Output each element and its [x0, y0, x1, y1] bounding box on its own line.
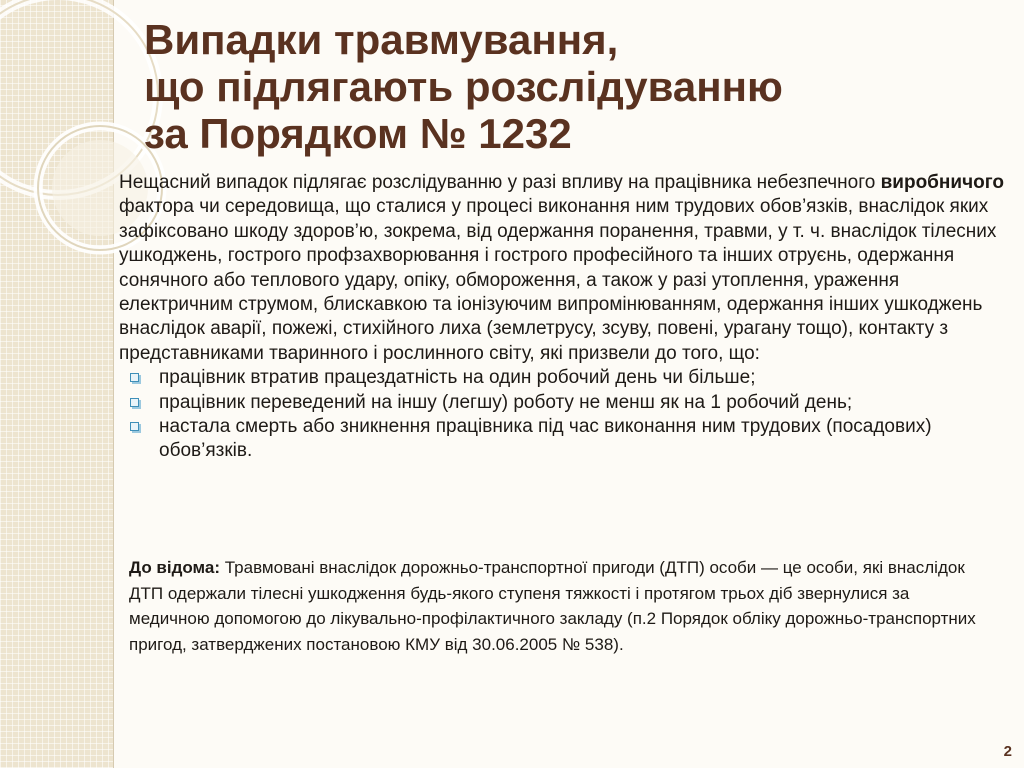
intro-paragraph	[119, 171, 1014, 366]
title-line: Випадки травмування,	[144, 16, 619, 63]
note-label: До відома:	[129, 558, 221, 577]
note-text: Травмовані внаслідок дорожньо-транспортної пригоди (ДТП) особи — це особи, які внаслідок ДТП одержали тілесні ушкодження будь-якого ступеня тяжкості і протягом трьох діб звернулися за медичною допомогою до лікувально-профілактичного закладу (п.2 Порядок обліку дорожньо-транспортних пригод, затверджених постановою КМУ від 30.06.2005 № 538).	[129, 558, 976, 654]
conditions-list	[119, 366, 1014, 464]
main-content	[119, 171, 1014, 464]
square-bullet-icon	[130, 422, 139, 431]
list-item-text: настала смерть або зникнення працівника під час виконання ним трудових (посадових) обов’язків.	[159, 416, 932, 462]
square-bullet-icon	[130, 398, 139, 407]
intro-text-end: фактора чи середовища, що сталися у процесі виконання ним трудових обов’язків, внаслідок яких зафіксовано шкоду здоров’ю, зокрема, від одержання поранення, травми, у т. ч. внаслідок тілесних ушкоджень, гострого профзахворювання і гострого професійного та інших отруєнь, одержання сонячного або теплового удару, опіку, обмороження, а також у разі утоплення, ураження електричним струмом, блискавкою та іонізуючим випромінюванням, одержання інших ушкоджень внаслідок аварії, пожежі, стихійного лиха (землетрусу, зсуву, повені, урагану тощо), контакту з представниками тваринного і рослинного світу, які призвели до того, що:	[119, 196, 997, 364]
title-line: що підлягають розслідуванню	[144, 63, 783, 110]
note-paragraph	[129, 555, 989, 657]
list-item-text: працівник переведений на іншу (легшу) роботу не менш як на 1 робочий день;	[159, 391, 853, 413]
intro-bold-word: виробничого	[880, 172, 1004, 193]
list-item-text: працівник втратив працездатність на один робочий день чи більше;	[159, 367, 756, 389]
square-bullet-icon	[130, 373, 139, 382]
intro-text-start: Нещасний випадок підлягає розслідуванню у разі впливу на працівника небезпечного	[119, 172, 881, 193]
list-item	[119, 415, 1014, 464]
page-number: 2	[1003, 743, 1012, 760]
slide-title	[144, 16, 1004, 157]
note-block	[129, 555, 989, 657]
list-item	[119, 366, 1014, 390]
title-line: за Порядком № 1232	[144, 110, 572, 157]
list-item	[119, 391, 1014, 415]
